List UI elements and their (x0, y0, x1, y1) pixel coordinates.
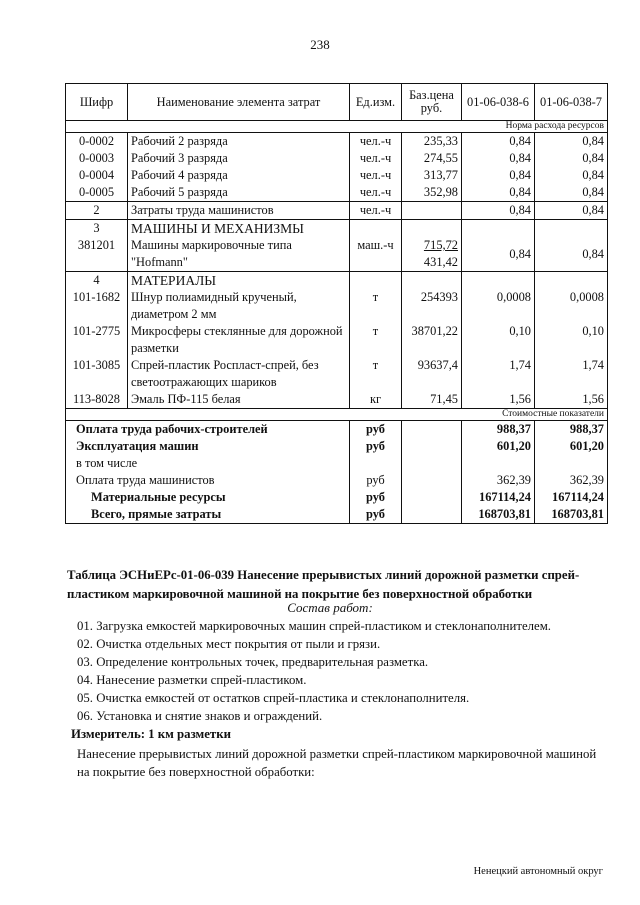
works-list (77, 617, 551, 725)
machinists-row (66, 202, 608, 220)
cell-v7: 0,84 (535, 133, 608, 151)
section-title: МАТЕРИАЛЫ (128, 272, 350, 290)
cell-unit: чел.-ч (350, 150, 402, 167)
summary-row-wages (66, 421, 608, 439)
cell-name: Затраты труда машинистов (128, 202, 350, 220)
cell-unit: т (350, 357, 402, 391)
header-base-price: Баз.цена руб. (402, 84, 462, 121)
price-bottom: 431,42 (423, 255, 458, 269)
cell-v7: 0,84 (535, 150, 608, 167)
cell-v6: 0,84 (462, 184, 535, 202)
table-row (66, 323, 608, 357)
cell-unit: чел.-ч (350, 167, 402, 184)
description: Нанесение прерывистых линий дорожной разметки спрей-пластиком маркировочной машиной на покрытие без поверхностной обработки: (77, 747, 597, 779)
header-unit: Ед.изм. (350, 84, 402, 121)
cell-code: 0-0004 (66, 167, 128, 184)
footer-region: Ненецкий автономный округ (473, 866, 603, 877)
cell-name: Шнур полиамидный крученый, диаметром 2 мм (128, 289, 350, 323)
table-row (66, 237, 608, 272)
cell-name: Микросферы стеклянные для дорожной разметки (128, 323, 350, 357)
cell-unit: т (350, 323, 402, 357)
summary-name: Оплата труда рабочих-строителей (66, 421, 350, 439)
norm-label: Норма расхода ресурсов (66, 121, 608, 133)
cell-price: 313,77 (402, 167, 462, 184)
cost-label: Стоимостные показатели (66, 409, 608, 421)
summary-v6: 601,20 (462, 438, 535, 455)
cell-v7: 0,84 (535, 167, 608, 184)
table-row (66, 167, 608, 184)
cell-name: Рабочий 2 разряда (128, 133, 350, 151)
summary-unit: руб (350, 506, 402, 524)
table-row (66, 289, 608, 323)
table-title: Таблица ЭСНиЕРс-01-06-039 Нанесение прерывистых линий дорожной разметки спрей-пластиком маркировочной машиной на покрытие без поверхностной обработки (67, 568, 580, 601)
section-title: МАШИНЫ И МЕХАНИЗМЫ (128, 220, 350, 238)
cell-unit: т (350, 289, 402, 323)
summary-name: Материальные ресурсы (66, 489, 350, 506)
cell-price: 235,33 (402, 133, 462, 151)
cell-v6: 0,84 (462, 202, 535, 220)
cell-code: 101-3085 (66, 357, 128, 391)
cell-code: 101-2775 (66, 323, 128, 357)
table-row (66, 357, 608, 391)
cell-unit: чел.-ч (350, 202, 402, 220)
resource-norms-table (65, 83, 608, 524)
summary-name: Оплата труда машинистов (66, 472, 350, 489)
cell-code: 0-0005 (66, 184, 128, 202)
cell-price (402, 237, 462, 272)
cell-v7: 0,84 (535, 184, 608, 202)
cell-price: 352,98 (402, 184, 462, 202)
cell-v6: 0,84 (462, 167, 535, 184)
summary-v7: 601,20 (535, 438, 608, 455)
summary-v7: 988,37 (535, 421, 608, 439)
cell-unit: чел.-ч (350, 133, 402, 151)
summary-v6: 167114,24 (462, 489, 535, 506)
cell-v6: 0,84 (462, 150, 535, 167)
cell-price: 93637,4 (402, 357, 462, 391)
cell-v7: 0,84 (535, 202, 608, 220)
cell-name: Спрей-пластик Роспласт-спрей, без светоотражающих шариков (128, 357, 350, 391)
summary-name: Эксплуатация машин (66, 438, 350, 455)
cell-v6: 0,10 (462, 323, 535, 357)
section-number: 4 (66, 272, 128, 290)
cell-v7: 0,84 (535, 237, 608, 272)
cell-name: Рабочий 3 разряда (128, 150, 350, 167)
list-item: 05. Очистка емкостей от остатков спрей-пластика и стеклонаполнителя. (77, 691, 470, 705)
summary-including: в том числе (66, 455, 350, 472)
table-row (66, 184, 608, 202)
summary-v7: 168703,81 (535, 506, 608, 524)
table-row (66, 133, 608, 151)
table-row (66, 391, 608, 409)
summary-row-machines (66, 438, 608, 455)
works-heading: Состав работ: (287, 600, 373, 615)
cell-unit: чел.-ч (350, 184, 402, 202)
cell-v6: 0,84 (462, 237, 535, 272)
cell-v7: 1,56 (535, 391, 608, 409)
summary-unit: руб (350, 472, 402, 489)
cell-code: 113-8028 (66, 391, 128, 409)
header-name: Наименование элемента затрат (128, 84, 350, 121)
cell-v6: 1,74 (462, 357, 535, 391)
list-item: 01. Загрузка емкостей маркировочных машин спрей-пластиком и стеклонаполнителем. (77, 619, 552, 633)
cell-price (402, 202, 462, 220)
cell-v7: 0,0008 (535, 289, 608, 323)
cell-code: 0-0002 (66, 133, 128, 151)
summary-v7: 167114,24 (535, 489, 608, 506)
summary-name: Всего, прямые затраты (66, 506, 350, 524)
summary-unit: руб (350, 489, 402, 506)
cell-name: Рабочий 5 разряда (128, 184, 350, 202)
cell-code: 2 (66, 202, 128, 220)
summary-unit: руб (350, 438, 402, 455)
list-item: 04. Нанесение разметки спрей-пластиком. (77, 673, 307, 687)
header-col-6: 01-06-038-6 (462, 84, 535, 121)
cell-name: Машины маркировочные типа "Hofmann" (128, 237, 350, 272)
cell-code: 381201 (66, 237, 128, 272)
list-item: 03. Определение контрольных точек, предварительная разметка. (77, 655, 429, 669)
summary-row-machinists-pay (66, 472, 608, 489)
cell-code: 101-1682 (66, 289, 128, 323)
cell-unit: кг (350, 391, 402, 409)
measurer: Измеритель: 1 км разметки (71, 727, 231, 741)
cost-label-row (66, 409, 608, 421)
list-item: 06. Установка и снятие знаков и ограждений. (77, 709, 323, 723)
summary-unit: руб (350, 421, 402, 439)
cell-unit: маш.-ч (350, 237, 402, 272)
summary-row-total (66, 506, 608, 524)
list-item: 02. Очистка отдельных мест покрытия от пыли и грязи. (77, 637, 381, 651)
cell-price: 38701,22 (402, 323, 462, 357)
cell-price: 71,45 (402, 391, 462, 409)
cell-v7: 0,10 (535, 323, 608, 357)
summary-v6: 988,37 (462, 421, 535, 439)
header-code: Шифр (66, 84, 128, 121)
cell-name: Эмаль ПФ-115 белая (128, 391, 350, 409)
section-header-materials (66, 272, 608, 290)
norm-label-row (66, 121, 608, 133)
cell-v6: 0,84 (462, 133, 535, 151)
summary-v6: 168703,81 (462, 506, 535, 524)
cell-v7: 1,74 (535, 357, 608, 391)
cell-code: 0-0003 (66, 150, 128, 167)
summary-v7: 362,39 (535, 472, 608, 489)
cell-v6: 1,56 (462, 391, 535, 409)
table-header-row (66, 84, 608, 121)
summary-row-materials (66, 489, 608, 506)
cell-v6: 0,0008 (462, 289, 535, 323)
header-col-7: 01-06-038-7 (535, 84, 608, 121)
summary-row-including (66, 455, 608, 472)
section-number: 3 (66, 220, 128, 238)
section-header-machines (66, 220, 608, 238)
summary-v6: 362,39 (462, 472, 535, 489)
cell-price: 274,55 (402, 150, 462, 167)
cell-price: 254393 (402, 289, 462, 323)
cell-name: Рабочий 4 разряда (128, 167, 350, 184)
page-number: 238 (310, 37, 330, 52)
price-top: 715,72 (423, 238, 458, 252)
table-row (66, 150, 608, 167)
